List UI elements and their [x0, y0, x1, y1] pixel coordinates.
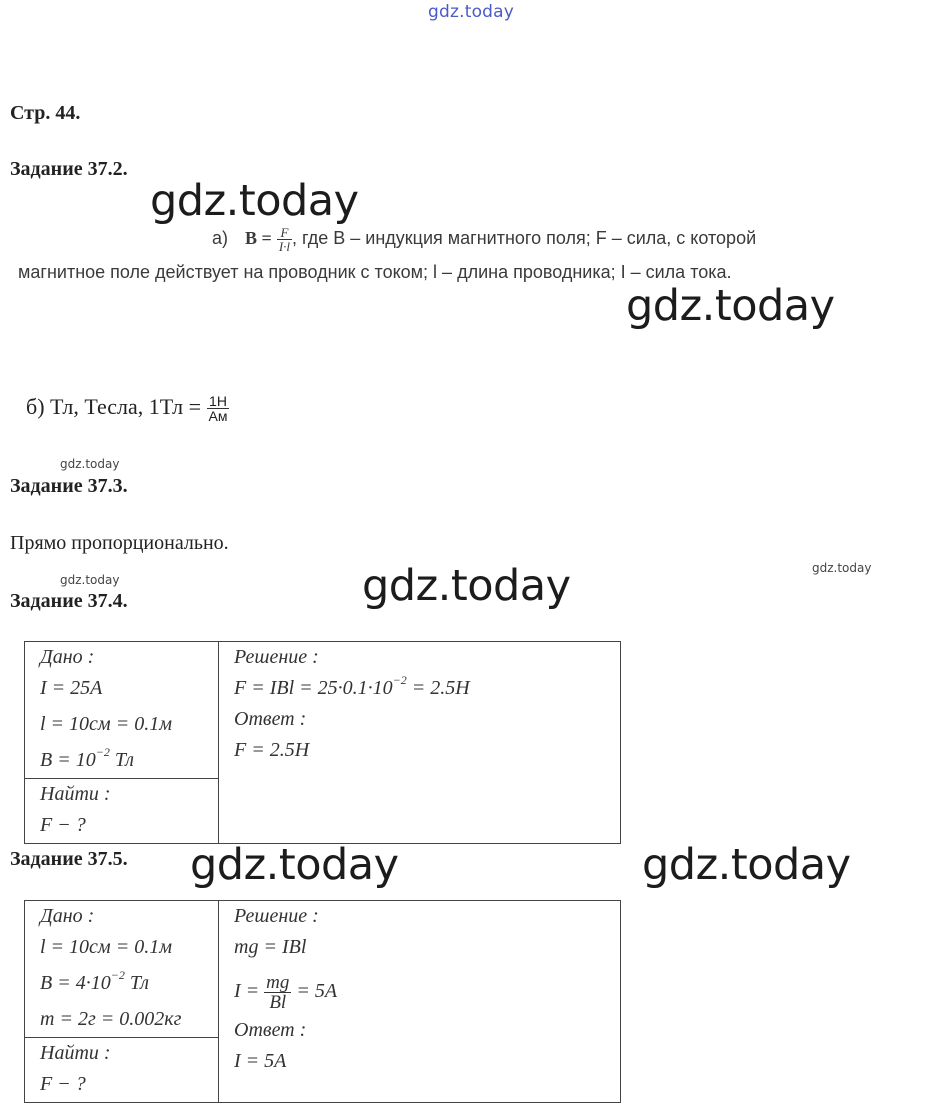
- watermark-top: gdz.today: [428, 2, 515, 22]
- given-cell: Дано : l = 10см = 0.1м $B = 4\cdot 10^{-2}$ Тл m = 2г = 0.002кг: [25, 901, 219, 1038]
- task-37-2-line-a2: магнитное поле действует на проводник с током; l – длина проводника; I – сила тока.: [18, 262, 732, 282]
- formula-description: , где B – индукция магнитного поля; F – сила, с которой: [292, 228, 757, 248]
- find-cell: Найти : F − ?: [25, 779, 219, 844]
- task-37-4-heading: Задание 37.4.: [10, 590, 128, 612]
- watermark-small: gdz.today: [60, 457, 120, 471]
- current-fraction: $\frac{mg}{Bl}$: [266, 971, 290, 1013]
- watermark: gdz.today: [642, 840, 851, 890]
- task-37-5-heading: Задание 37.5.: [10, 848, 128, 870]
- watermark: gdz.today: [362, 561, 571, 611]
- task-37-2-heading: Задание 37.2.: [10, 158, 128, 180]
- task-37-3-answer: Прямо пропорционально.: [10, 532, 229, 554]
- watermark: gdz.today: [150, 176, 359, 226]
- task-37-4-table: [24, 641, 621, 844]
- task-37-2-line-a: [212, 218, 756, 258]
- watermark-small: gdz.today: [812, 561, 872, 575]
- watermark-small: gdz.today: [60, 573, 120, 587]
- task-37-3-heading: Задание 37.3.: [10, 475, 128, 497]
- tesla-fraction: $\frac{1Н}{Ам}$: [208, 393, 228, 425]
- task-37-2-line-b: б) Тл, Тесла, 1Тл = $\frac{1Н}{Ам}$: [26, 393, 228, 425]
- watermark: gdz.today: [190, 840, 399, 890]
- formula-fraction: $\frac{F}{I\cdot l}$: [278, 224, 291, 254]
- find-cell: Найти : F − ?: [25, 1038, 219, 1103]
- given-cell: Дано : I = 25A l = 10см = 0.1м $B = 10^{-2}$ Тл: [25, 642, 219, 779]
- task-37-5-table: [24, 900, 621, 1103]
- page-label: Стр. 44.: [10, 102, 81, 124]
- watermark: gdz.today: [626, 281, 835, 331]
- item-a-marker: а): [212, 228, 229, 248]
- formula-b: B =: [245, 228, 272, 248]
- solution-cell: Решение : mg = IBl I = $\frac{mg}{Bl}$ = 5A Ответ : I = 5A: [219, 901, 621, 1103]
- solution-cell: Решение : F = IBl = $25\cdot 0.1\cdot 10^{-2} = 2.5H$ Ответ : F = 2.5H: [219, 642, 621, 844]
